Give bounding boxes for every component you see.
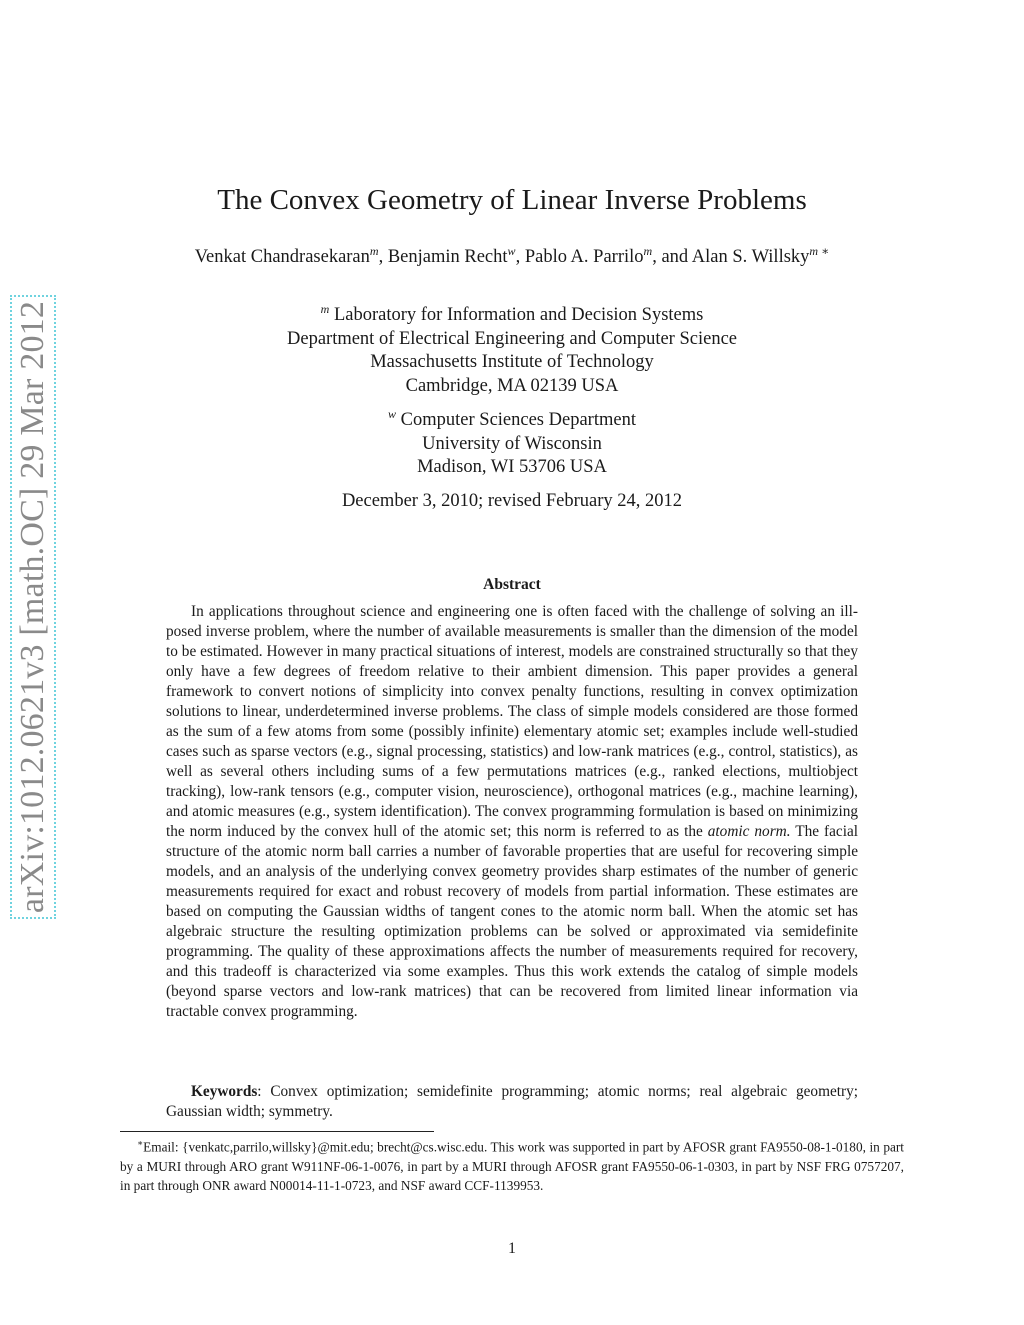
affiliation-mit [0,298,1024,398]
abstract-heading: Abstract [483,576,541,593]
affiliation-line: Massachusetts Institute of Technology [370,352,654,373]
footnote-marker: ∗ [137,1138,144,1148]
author-affil-marker: w [507,244,516,258]
affiliation-line: $^w$ Computer Sciences Department [388,407,636,431]
affiliation-line: Cambridge, MA 02139 USA [405,375,619,396]
page-number: 1 [508,1240,516,1257]
affiliation-line: Department of Electrical Engineering and Computer Science [287,328,737,349]
abstract-emphasis: atomic norm. [707,823,791,840]
footnote-rule [120,1131,434,1132]
affiliation-marker: m [320,302,330,316]
author-list [0,244,1024,268]
author-separator: , [378,247,388,268]
author-separator: , and [652,247,692,268]
affiliation-line: $^m$ Laboratory for Information and Decision Systems [320,302,704,326]
author-affil-marker: m [643,244,653,258]
author-affil-marker: m [369,244,379,258]
paper-title: The Convex Geometry of Linear Inverse Problems [217,184,807,216]
author-name: Benjamin Recht [387,247,508,268]
affiliation-marker: w [388,407,397,421]
keywords [166,1082,858,1122]
affiliation-line: Madison, WI 53706 USA [417,457,607,478]
footnote [120,1134,904,1196]
author-affil-marker: m ∗ [809,244,830,258]
keywords-text: : Convex optimization; semidefinite programming; atomic norms; real algebraic geometry; Gaussian width; symmetry. [166,1083,858,1120]
keywords-label: Keywords [191,1083,258,1100]
author-name: Pablo A. Parrilo [524,247,644,268]
affiliation-wisconsin [0,403,1024,480]
author-name: Alan S. Willsky [691,247,810,268]
affiliation-line: University of Wisconsin [422,433,602,454]
abstract-text: In applications throughout science and engineering one is often faced with the challenge of solving an ill-posed inverse problem, where the number of available measurements is smaller than the dimension of the model to be estimated. However in many practical situations of interest, models are constrained structurally so that they only have a few degrees of freedom relative to their ambient dimension. This paper provides a general framework to convert notions of simplicity into convex penalty functions, resulting in convex optimization solutions to linear, underdetermined inverse problems. The class of simple models considered are those formed as the sum of a few atoms from some (possibly infinite) elementary atomic set; examples include well-studied cases such as sparse vectors (e.g., signal processing, statistics) and low-rank matrices (e.g., control, statistics), as well as several others including sums of a few permutations matrices (e.g., ranked elections, multiobject tracking), low-rank tensors (e.g., computer vision, neuroscience), orthogonal matrices (e.g., machine learning), and atomic measures (e.g., system identification). The convex programming formulation is based on minimizing the norm induced by the convex hull of the atomic set; this norm is referred to as the atomic norm. The facial structure of the atomic norm ball carries a number of favorable properties that are useful for recovering simple models, and an analysis of the underlying convex geometry provides sharp estimates of the number of generic measurements required for exact and robust recovery of models from partial information. These estimates are based on computing the Gaussian widths of tangent cones to the atomic norm ball. When the atomic set has algebraic structure the resulting optimization problems can be solved or approximated via semidefinite programming. The quality of these approximations affects the number of measurements required for recovery, and this tradeoff is characterized via some examples. Thus this work extends the catalog of simple models (beyond sparse vectors and low-rank matrices) that can be recovered from limited linear information via tractable convex programming. [166,603,858,1020]
paper-date: December 3, 2010; revised February 24, 2012 [341,491,683,511]
author-name: Venkat Chandrasekaran [194,247,370,268]
arxiv-id: arXiv:1012.0621v3 [math.OC] 29 Mar 2012 [14,300,51,914]
author-separator: , [515,247,525,268]
footnote-text: Email: {venkatc,parrilo,willsky}@mit.edu; brecht@cs.wisc.edu. This work was supported in part by AFOSR grant FA9550-08-1-0180, in part by a MURI through ARO grant W911NF-06-1-0076, in part by a MURI through AFOSR grant FA9550-06-1-0303, in part by NSF FRG 0757207, in part through ONR award N00014-11-1-0723, and NSF award CCF-1139953. [120,1139,904,1194]
